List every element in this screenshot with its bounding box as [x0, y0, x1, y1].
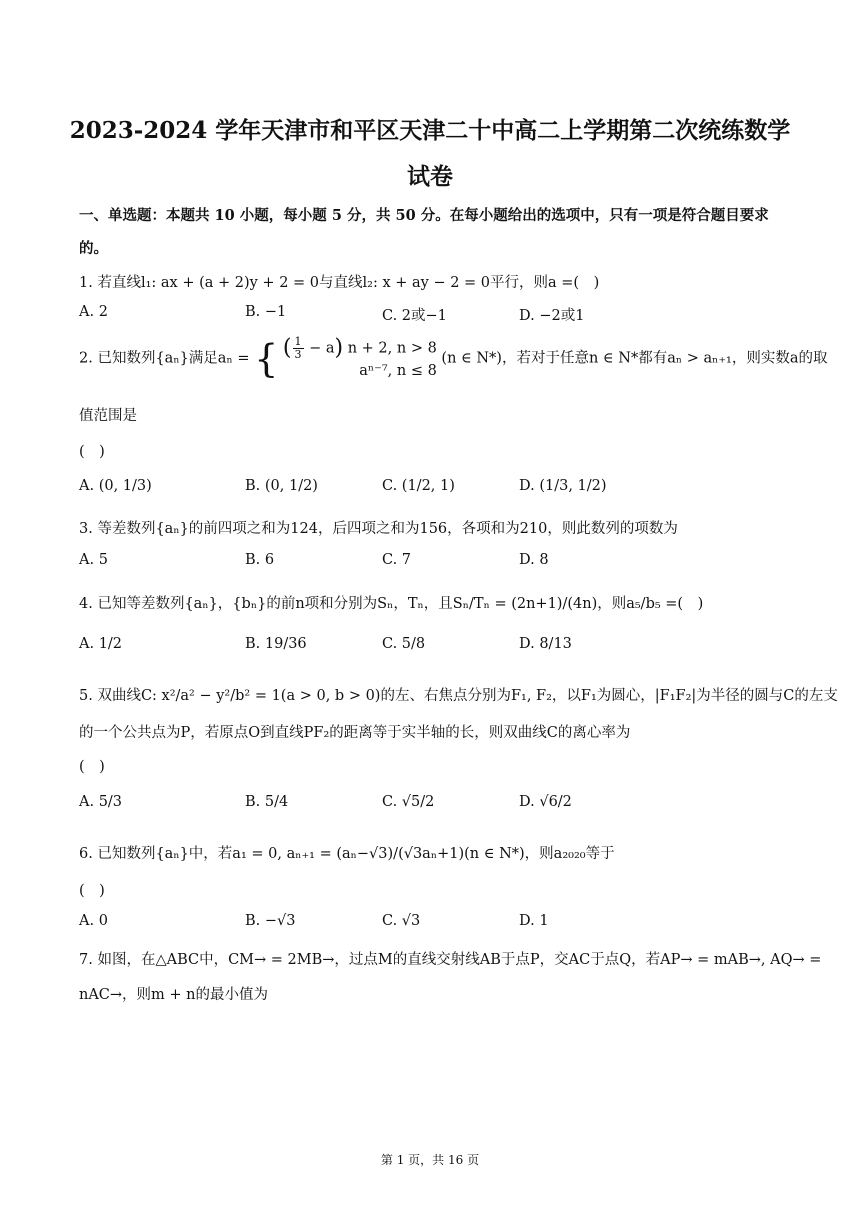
piecewise-brace: {	[254, 336, 279, 381]
q1-option-c: C. 2或−1	[382, 308, 447, 324]
q2-option-a: A. (0, 1/3)	[79, 478, 152, 494]
question-5-blank: ( )	[79, 759, 105, 775]
piecewise-cases: ( $\frac{1}{3}$ − a) n + 2, n > 8 aⁿ⁻⁷, n ≤ 8	[282, 335, 437, 379]
q4-option-d: D. 8/13	[519, 636, 572, 652]
q3-option-c: C. 7	[382, 552, 412, 568]
question-1: 1. 若直线l₁: ax + (a + 2)y + 2 = 0与直线l₂: x + ay − 2 = 0平行，则a =( )	[79, 275, 600, 291]
q1-option-b: B. −1	[245, 304, 287, 320]
q3-option-a: A. 5	[79, 552, 108, 568]
q2-option-d: D. (1/3, 1/2)	[519, 478, 607, 494]
q5-option-b: B. 5/4	[245, 794, 289, 810]
q5-option-d: D. √6/2	[519, 794, 572, 810]
q4-option-c: C. 5/8	[382, 636, 426, 652]
section-header-line1: 一、单选题：本题共 10 小题，每小题 5 分，共 50 分。在每小题给出的选项中，只有一项是符合题目要求	[79, 207, 769, 224]
q6-option-c: C. √3	[382, 913, 421, 929]
q2-option-c: C. (1/2, 1)	[382, 478, 455, 494]
question-6: 6. 已知数列{aₙ}中，若a₁ = 0, aₙ₊₁ = (aₙ−√3)/(√3aₙ+1)(n ∈ N*)，则a₂₀₂₀等于	[79, 846, 615, 862]
q2-lead: 2. 已知数列{aₙ}满足aₙ =	[79, 350, 250, 367]
q3-option-b: B. 6	[245, 552, 275, 568]
q5-option-a: A. 5/3	[79, 794, 123, 810]
q5-option-c: C. √5/2	[382, 794, 435, 810]
question-5-line1: 5. 双曲线C: x²/a² − y²/b² = 1(a > 0, b > 0)的左、右焦点分别为F₁, F₂，以F₁为圆心，|F₁F₂|为半径的圆与C的左支	[79, 688, 838, 704]
q3-option-d: D. 8	[519, 552, 549, 568]
question-3: 3. 等差数列{aₙ}的前四项之和为124，后四项之和为156，各项和为210，则此数列的项数为	[79, 521, 678, 537]
q2-tail: (n ∈ N*)，若对于任意n ∈ N*都有aₙ > aₙ₊₁，则实数a的取	[441, 350, 828, 367]
q1-option-d: D. −2或1	[519, 308, 585, 324]
q2-piece1: n + 2, n > 8	[347, 340, 437, 357]
question-6-blank: ( )	[79, 883, 105, 899]
question-7-line1: 7. 如图，在△ABC中，CM→ = 2MB→，过点M的直线交射线AB于点P，交AC于点Q，若AP→ = mAB→, AQ→ =	[79, 952, 822, 968]
q6-option-a: A. 0	[79, 913, 108, 929]
section-header-line2: 的。	[79, 240, 108, 257]
q4-option-b: B. 19/36	[245, 636, 307, 652]
page-title-line2: 试卷	[407, 163, 453, 190]
q6-option-b: B. −√3	[245, 913, 296, 929]
question-5-line2: 的一个公共点为P，若原点O到直线PF₂的距离等于实半轴的长，则双曲线C的离心率为	[79, 725, 631, 741]
q4-option-a: A. 1/2	[79, 636, 123, 652]
page-footer: 第 1 页，共 16 页	[380, 1153, 480, 1167]
q2-option-b: B. (0, 1/2)	[245, 478, 318, 494]
q6-option-d: D. 1	[519, 913, 549, 929]
q1-option-a: A. 2	[79, 304, 108, 320]
q2-piece2: aⁿ⁻⁷, n ≤ 8	[359, 363, 437, 379]
page-title-line1: 2023-2024 学年天津市和平区天津二十中高二上学期第二次统练数学	[69, 117, 791, 144]
question-2	[79, 335, 828, 381]
question-2-blank: ( )	[79, 444, 105, 460]
question-4: 4. 已知等差数列{aₙ}，{bₙ}的前n项和分别为Sₙ，Tₙ，且Sₙ/Tₙ = (2n+1)/(4n)，则a₅/b₅ =( )	[79, 596, 704, 612]
question-7-line2: nAC→，则m + n的最小值为	[79, 987, 269, 1003]
question-2-line2: 值范围是	[79, 408, 137, 424]
